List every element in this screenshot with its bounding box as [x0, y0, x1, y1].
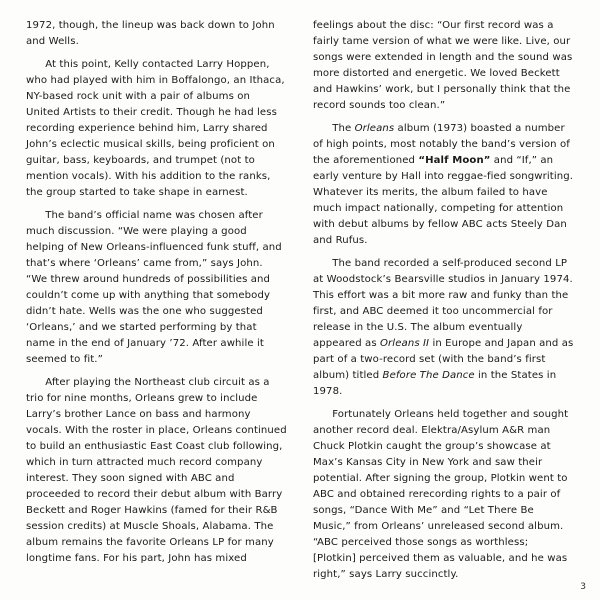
text-run: After playing the Northeast club circuit as a trio for nine months, Orleans grew to include Larry’s brother Lance on bass and harmony vocals. With the roster in place, Orleans continued to build an enthusiastic East Coast club following, which in turn attracted much record company interest. They soon signed with ABC and proceeded to record their debut album with Barry Beckett and Roger Hawkins (famed for their R&B session credits) at Muscle Shoals, Alabama. The album remains the favorite Orleans LP for many longtime fans. For his part, John has mixed	[26, 377, 287, 564]
text-run: Fortunately Orleans held together and sought another record deal. Elektra/Asylum A&R man Chuck Plotkin caught the group’s showcase at Max’s Kansas City in New York and saw their potential. After signing the group, Plotkin went to ABC and obtained rerecording rights to a pair of songs, “Dance With Me” and “Let There Be Music,” from Orleans’ unreleased second album. “ABC perceived those songs as worthless; [Plotkin] perceived them as valuable, and he was right,” says Larry succinctly.	[313, 409, 569, 580]
paragraph	[313, 18, 574, 114]
text-run: The	[332, 123, 355, 135]
paragraph	[26, 57, 287, 200]
left-text-column	[26, 18, 287, 578]
page-number: 3	[580, 582, 586, 592]
italic-text: Orleans II	[380, 337, 430, 349]
text-run: in the States in 1978.	[313, 369, 557, 397]
text-run: At this point, Kelly contacted Larry Hoppen, who had played with him in Boffalongo, an Ithaca, NY-based rock unit with a pair of albums on United Artists to their credit. Though he had less recording experience behind him, Larry shared John’s eclectic musical skills, being proficient on guitar, bass, keyboards, and trumpet (not to mention vocals). With his addition to the ranks, the group started to take shape in earnest.	[26, 59, 285, 198]
text-run: album (1973) boasted a number of high points, most notably the band’s version of the aforementioned	[313, 123, 570, 167]
italic-text: Orleans	[354, 123, 395, 135]
paragraph	[313, 407, 574, 582]
text-run: in Europe and Japan and as part of a two-record set (with the band’s first album) titled	[313, 337, 574, 381]
paragraph	[26, 375, 287, 566]
two-column-body	[26, 18, 574, 578]
paragraph	[26, 18, 287, 50]
bold-text: “Half Moon”	[418, 155, 491, 167]
text-run: 1972, though, the lineup was back down to John and Wells.	[26, 20, 275, 47]
paragraph	[313, 256, 574, 399]
paragraph	[26, 208, 287, 367]
text-run: The band recorded a self-produced second LP at Woodstock’s Bearsville studios in January 1974. This effort was a bit more raw and funky than the first, and ABC deemed it too uncommercial for release in the U.S. The album eventually appeared as	[313, 258, 573, 349]
text-run: and “If,” an early venture by Hall into reggae-fied songwriting. Whatever its merits, the album failed to have much impact nationally, competing for attention with debut albums by fellow ABC acts Steely Dan and Rufus.	[313, 155, 574, 246]
text-run: feelings about the disc: “Our first record was a fairly tame version of what we were like. Live, our songs were extended in length and the sound was more distorted and energetic. We loved Beckett and Hawkins’ work, but I personally think that the record sounds too clean.”	[313, 20, 573, 111]
italic-text: Before The Dance	[382, 369, 475, 381]
text-run: The band’s official name was chosen after much discussion. “We were playing a good helping of New Orleans-influenced funk stuff, and that’s where ‘Orleans’ came from,” says John. “We threw around hundreds of possibilities and couldn’t come up with anything that somebody didn’t hate. Wells was the one who suggested ‘Orleans,’ and we started performing by that name in the end of January ’72. After awhile it seemed to fit.”	[26, 210, 282, 365]
paragraph	[313, 121, 574, 249]
right-text-column	[313, 18, 574, 578]
